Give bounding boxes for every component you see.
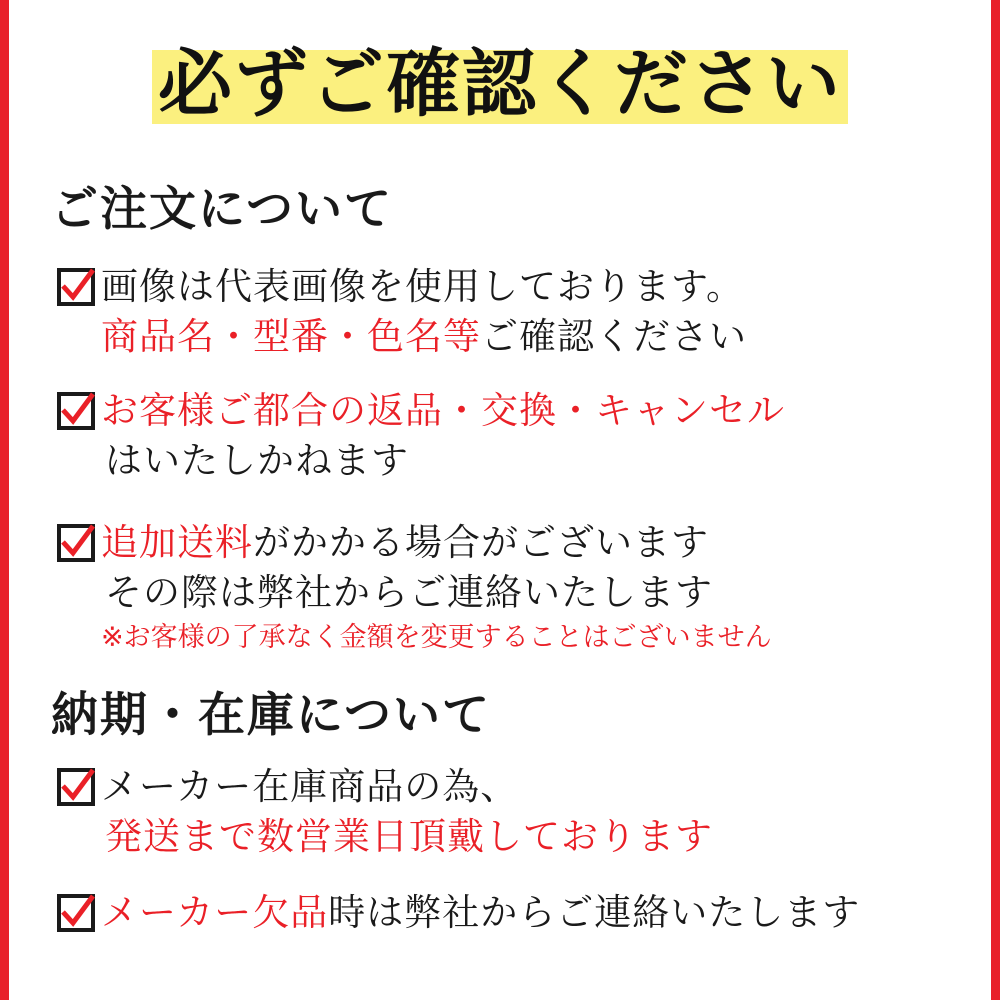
list-item-text	[101, 386, 785, 486]
page-title-text: 必ずご確認ください	[158, 41, 842, 127]
page-title	[9, 34, 991, 134]
checkbox-checked-icon	[57, 392, 95, 430]
list-item-text	[101, 518, 772, 658]
text-line: 発送まで数営業日頂戴しております	[105, 815, 713, 858]
checkbox-checked-icon	[57, 894, 95, 932]
list-item	[57, 262, 747, 362]
section-heading-orders: ご注文について	[51, 182, 394, 237]
text-line: 画像は代表画像を使用しております。	[101, 265, 745, 308]
list-item-text	[101, 262, 747, 362]
title-highlight	[152, 34, 848, 134]
list-item	[57, 518, 772, 658]
text-normal: ご確認ください	[481, 315, 747, 358]
checkbox-checked-icon	[57, 268, 95, 306]
checkbox-checked-icon	[57, 768, 95, 806]
notice-content	[9, 0, 991, 1000]
text-normal: がかかる場合がございます	[253, 521, 709, 564]
text-line	[101, 518, 772, 568]
list-item-text	[101, 762, 713, 862]
checkbox-checked-icon	[57, 524, 95, 562]
text-line: お客様ご都合の返品・交換・キャンセル	[101, 389, 785, 432]
text-line	[101, 888, 860, 938]
text-normal: 時は弊社からご連絡いたします	[328, 891, 861, 934]
list-item	[57, 762, 713, 862]
list-item	[57, 386, 785, 486]
text-emphasis: 追加送料	[101, 521, 253, 564]
text-line: はいたしかねます	[105, 439, 409, 482]
text-note: ※お客様の了承なく金額を変更することはございません	[101, 622, 772, 653]
text-line: メーカー在庫商品の為、	[101, 765, 519, 808]
list-item	[57, 888, 860, 938]
text-line: その際は弊社からご連絡いたします	[105, 571, 713, 614]
section-heading-delivery: 納期・在庫について	[51, 688, 492, 743]
text-emphasis: メーカー欠品	[101, 891, 329, 934]
list-item-text	[101, 888, 860, 938]
text-line	[101, 312, 747, 362]
text-emphasis: 商品名・型番・色名等	[101, 315, 481, 358]
